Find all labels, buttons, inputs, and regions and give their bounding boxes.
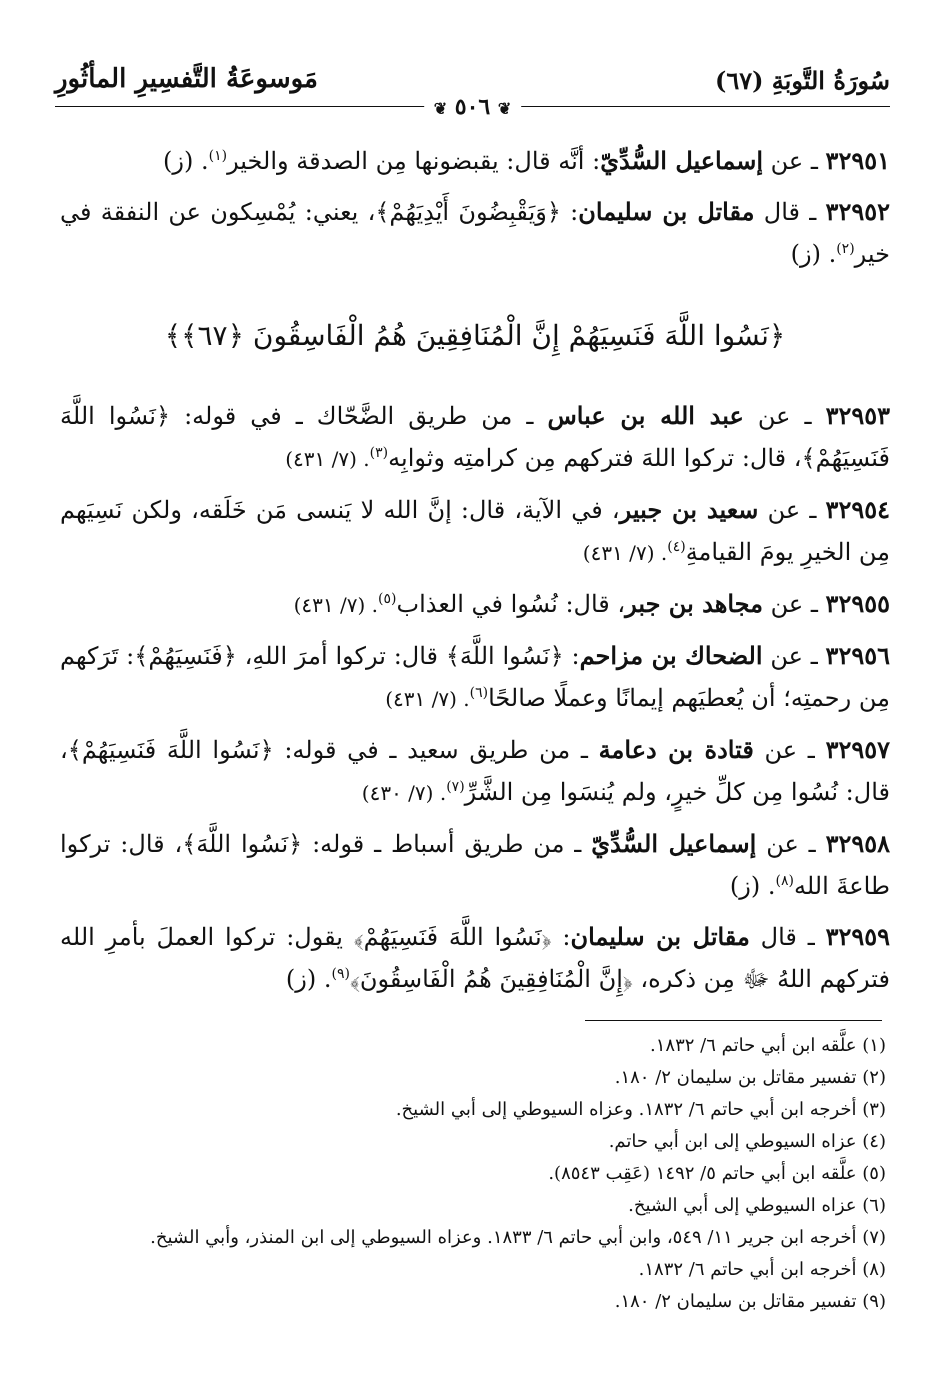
entry-text: ، قال: نُسُوا في العذاب <box>396 590 626 618</box>
entry-number: ٣٢٩٥٥ <box>825 589 890 618</box>
entry-number: ٣٢٩٥٣ <box>825 401 891 430</box>
entry-text: ـ من طريق أسباط ـ قوله: <box>302 830 592 858</box>
entry-32954 <box>60 489 890 574</box>
surah-title: سُورَةُ التَّوبَةِ (٦٧) <box>714 66 890 95</box>
quran-quote: ﴿وَيَقْبِضُونَ أَيْدِيَهُمْ﴾ <box>375 198 561 226</box>
footnote-6: (٦) عزاه السيوطي إلى أبي الشيخ. <box>628 1195 886 1216</box>
page-number-box <box>424 94 522 120</box>
entry-text: ـ من طريق الضَّحّاك ـ في قوله: <box>170 402 548 430</box>
footnote-4: (٤) عزاه السيوطي إلى ابن أبي حاتم. <box>608 1131 886 1152</box>
footnote-9: (٩) تفسير مقاتل بن سليمان ٢/ ١٨٠. <box>614 1291 886 1312</box>
entry-source: . (ز) <box>729 872 776 900</box>
page-number: ٥٠٦ <box>454 94 491 120</box>
footnote-ref[interactable]: (٣) <box>369 445 389 461</box>
footnote-ref[interactable]: (٥) <box>378 591 397 607</box>
narrator-name: مقاتل بن سليمان <box>578 197 755 226</box>
entry-32958 <box>60 823 890 907</box>
entry-number: ٣٢٩٥٤ <box>825 495 890 524</box>
entry-32951 <box>60 140 890 182</box>
entry-connector: ـ عن <box>758 496 826 524</box>
footnote-7: (٧) أخرجه ابن جرير ١١/ ٥٤٩، وابن أبي حاتم ٦/ ١٨٣٣. وعزاه السيوطي إلى ابن المنذر، وأبي الشيخ. <box>150 1227 886 1248</box>
quran-quote: ﴿نَسُوا اللَّهَ﴾ <box>445 642 564 670</box>
running-header <box>55 62 890 132</box>
entry-number: ٣٢٩٥١ <box>825 146 890 175</box>
entry-text: ، قال: نُسُوا مِن كلِّ خيرٍ، ولم يُنسَوا مِن الشَّرِّ <box>60 736 890 806</box>
ornament-icon: ❦ <box>497 99 512 118</box>
entry-number: ٣٢٩٥٧ <box>825 735 891 764</box>
narrator-name: عبد الله بن عباس <box>547 401 744 430</box>
footnote-ref[interactable]: (١) <box>208 148 228 164</box>
entry-connector: : <box>551 923 571 951</box>
footnote-5: (٥) علَّقه ابن أبي حاتم ٥/ ١٤٩٢ (عَقِب ٨٥٤٣). <box>548 1163 886 1184</box>
entry-connector: ـ عن <box>763 590 826 618</box>
footnote-ref[interactable]: (٩) <box>331 966 350 982</box>
entry-text: ، قال: تركوا اللهَ فتركهم مِن كرامتِه وثوابِه <box>388 444 802 472</box>
footnote-ref[interactable]: (٦) <box>469 685 489 701</box>
entry-source: . (٧/ ٤٣١) <box>285 447 370 471</box>
footnote-2: (٢) تفسير مقاتل بن سليمان ٢/ ١٨٠. <box>614 1067 886 1088</box>
footnote-separator <box>585 1020 882 1021</box>
entry-source: . (٧/ ٤٣١) <box>385 687 470 711</box>
footnote-ref[interactable]: (٢) <box>836 241 855 257</box>
entry-connector: ـ عن <box>743 402 826 430</box>
entry-text: : تَرَكهم مِن رحمتِه؛ أن يُعطيَهم إيمانًا وعملًا صالحًا <box>60 642 890 712</box>
footnote-8: (٨) أخرجه ابن أبي حاتم ٦/ ١٨٣٢. <box>638 1259 886 1280</box>
entry-source: . (ز) <box>790 240 837 268</box>
entry-text: : أنَّه قال: يقبضونها مِن الصدقة والخير <box>227 147 601 175</box>
entry-connector: ـ قال <box>749 923 826 951</box>
entry-connector: ـ عن <box>753 736 826 764</box>
narrator-name: قتادة بن دعامة <box>598 735 754 764</box>
entry-connector: : <box>560 198 579 226</box>
footnote-1: (١) علَّقه ابن أبي حاتم ٦/ ١٨٣٢. <box>650 1035 886 1056</box>
entry-32957 <box>60 729 890 814</box>
entry-32959 <box>60 916 890 1000</box>
entry-connector: ـ قال <box>754 198 826 226</box>
entry-number: ٣٢٩٥٩ <box>825 922 891 951</box>
ornament-icon: ❦ <box>433 99 448 118</box>
footnote-3: (٣) أخرجه ابن أبي حاتم ٦/ ١٨٣٢. وعزاه السيوطي إلى أبي الشيخ. <box>395 1099 886 1120</box>
quran-quote: ﴿نَسُوا اللَّهَ فَنَسِيَهُمْ﴾ <box>353 923 552 951</box>
entry-source: . (٧/ ٤٣٠) <box>361 781 447 805</box>
quran-quote: ﴿نَسُوا اللَّهَ فَنَسِيَهُمْ﴾ <box>60 402 890 472</box>
narrator-name: الضحاك بن مزاحم <box>579 641 763 670</box>
entry-connector: ـ عن <box>756 830 826 858</box>
entry-source: . (ز) <box>163 147 209 175</box>
narrator-name: مجاهد بن جبر <box>625 589 764 618</box>
entry-text: يقول: تركوا العملَ بأمرِ الله فتركهم اللهُ ﷻ مِن ذكره، <box>60 923 890 993</box>
entry-connector: ـ عن <box>762 642 826 670</box>
entry-text: ـ من طريق سعيد ـ في قوله: <box>273 736 599 764</box>
narrator-name: إسماعيل السُّدِّيّ <box>600 146 764 175</box>
book-title: مَوسوعَةُ التَّفسِيرِ المأثُورِ <box>55 64 318 94</box>
footnote-ref[interactable]: (٧) <box>446 779 465 795</box>
quran-quote: ﴿إِنَّ الْمُنَافِقِينَ هُمُ الْفَاسِقُونَ﴾ <box>349 965 633 993</box>
entry-number: ٣٢٩٥٦ <box>825 641 890 670</box>
entry-32955 <box>60 583 890 626</box>
narrator-name: إسماعيل السُّدِّيّ <box>591 829 757 858</box>
entry-32952 <box>60 191 890 275</box>
entry-text: ، في الآية، قال: إنَّ الله لا يَنسى مَن خَلَقه، ولكن نَسِيَهم مِن الخيرِ يومَ القيامةِ <box>60 496 890 566</box>
entry-32956 <box>60 635 890 720</box>
footnotes <box>60 1030 886 1318</box>
entry-text: ، قال: تركوا طاعةَ الله <box>60 830 890 900</box>
footnote-ref[interactable]: (٨) <box>775 873 794 889</box>
entry-32953 <box>60 395 890 480</box>
entry-source: . (ز) <box>285 965 332 993</box>
entry-text: قال: تركوا أمرَ اللهِ، <box>236 642 446 670</box>
footnote-ref[interactable]: (٤) <box>667 539 686 555</box>
entry-connector: ـ عن <box>763 147 826 175</box>
quran-quote: ﴿فَنَسِيَهُمْ﴾ <box>134 642 237 670</box>
quran-quote: ﴿نَسُوا اللَّهَ فَنَسِيَهُمْ﴾ <box>67 736 274 764</box>
entry-source: . (٧/ ٤٣١) <box>582 541 668 565</box>
entry-number: ٣٢٩٥٨ <box>825 829 891 858</box>
ayah-heading: ﴿نَسُوا اللَّهَ فَنَسِيَهُمْ إِنَّ الْمُنَافِقِينَ هُمُ الْفَاسِقُونَ ﴿٦٧﴾﴾ <box>164 319 786 352</box>
narrator-name: مقاتل بن سليمان <box>570 922 750 951</box>
quran-quote: ﴿نَسُوا اللَّهَ﴾ <box>182 830 303 858</box>
main-text <box>60 140 890 1009</box>
entry-source: . (٧/ ٤٣١) <box>293 593 379 617</box>
entry-connector: : <box>563 642 580 670</box>
entry-text: ، يعني: يُمْسِكون عن النفقة في خير <box>60 198 890 268</box>
entry-number: ٣٢٩٥٢ <box>825 197 890 226</box>
narrator-name: سعيد بن جبير <box>619 495 759 524</box>
